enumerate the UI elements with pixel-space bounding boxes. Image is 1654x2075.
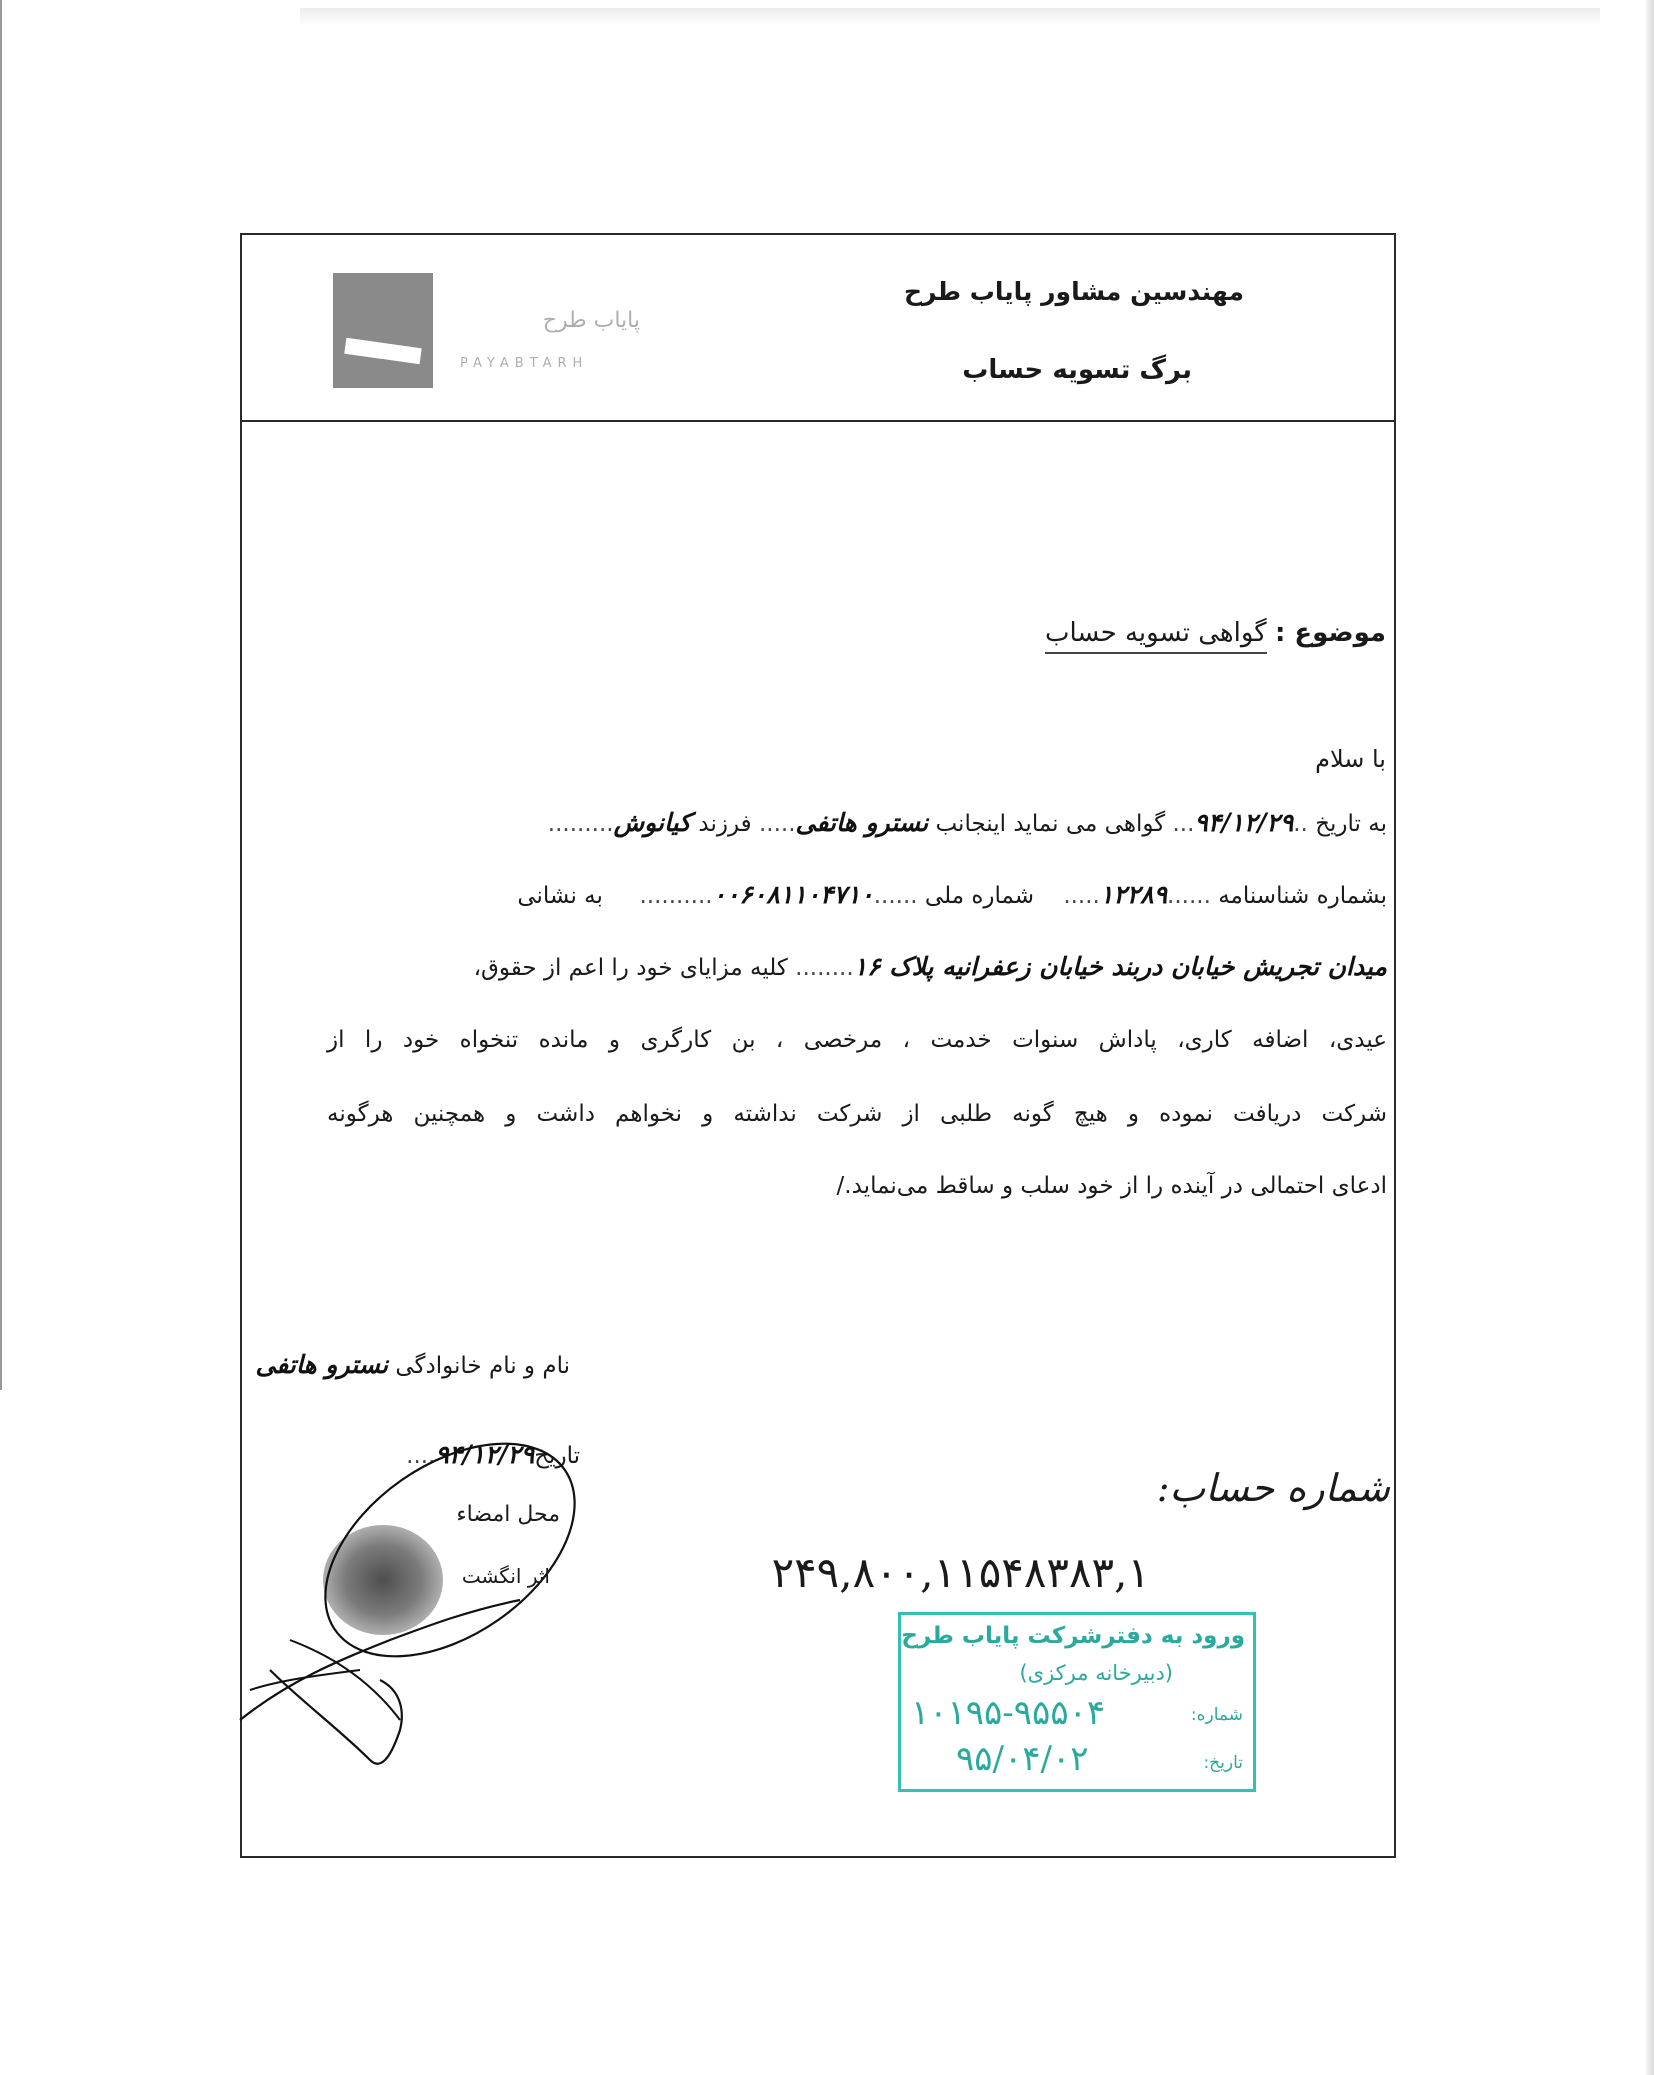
stamp-number-label: شماره: (1190, 1705, 1243, 1725)
header-divider (240, 420, 1396, 422)
form-title: برگ تسویه حساب (962, 355, 1192, 385)
fingerprint-label: اثر انگشت (461, 1564, 550, 1588)
handwritten-signature-icon (230, 1430, 600, 1780)
handwritten-father-name: کیانوش (613, 808, 692, 837)
name-field (170, 1350, 570, 1379)
subject-label: موضوع : (1274, 618, 1386, 648)
account-label: شماره حساب: (1156, 1466, 1390, 1510)
national-label: شماره ملی (924, 883, 1035, 909)
handwritten-signer-name: نسترو هاتفی (255, 1350, 389, 1379)
benefits-text: کلیه مزایای خود را اعم از حقوق، (473, 955, 788, 981)
body-line-2: بشماره شناسنامه ......۱۲۲۸۹..... شماره ملی ......۰۰۶۰۸۱۱۰۴۷۱۰.......... به نشانی (517, 880, 1387, 909)
body-line-3: میدان تجریش خیابان دربند خیابان زعفرانیه پلاک ۱۶........ کلیه مزایای خود را اعم از حقوق، (473, 952, 1387, 981)
handwritten-address: میدان تجریش خیابان دربند خیابان زعفرانیه پلاک ۱۶ (853, 952, 1387, 981)
company-logo-icon (333, 273, 433, 388)
name-label: نام و نام خانوادگی (395, 1353, 570, 1379)
logo-text-fa: پایاب طرح (542, 308, 640, 333)
stamp-number-value: ۱۰۱۹۵-۹۵۵۰۴ (911, 1693, 1106, 1733)
sign-place-label: محل امضاء (456, 1502, 560, 1527)
stamp-date-value: ۹۵/۰۴/۰۲ (956, 1739, 1089, 1779)
subject-value: گواهی تسویه حساب (1045, 618, 1267, 654)
logo-text-en: PAYABTARH (460, 356, 589, 371)
date-prefix: به تاریخ (1315, 811, 1387, 837)
stamp-title: ورود به دفترشرکت پایاب طرح (901, 1623, 1245, 1649)
scan-edge-left (0, 0, 2, 1390)
address-label: به نشانی (517, 883, 603, 909)
child-of-label: فرزند (698, 811, 752, 837)
id-label: بشماره شناسنامه (1218, 883, 1387, 909)
body-line-1: به تاریخ ..۹۴/۱۲/۲۹... گواهی می نماید اینجانب نسترو هاتفی..... فرزند کیانوش......... (547, 808, 1387, 837)
logo-stamp-faded (450, 268, 660, 388)
handwritten-name: نسترو هاتفی (795, 808, 929, 837)
sign-date-field: تاریخ۹۴/۱۲/۲۹.... (406, 1440, 580, 1469)
certify-text: گواهی می نماید اینجانب (935, 811, 1166, 837)
scan-edge-right (1646, 0, 1654, 2075)
sign-date-label: تاریخ (534, 1443, 580, 1469)
handwritten-sign-date: ۹۴/۱۲/۲۹ (435, 1440, 535, 1469)
body-line-6: ادعای احتمالی در آینده را از خود سلب و ساقط می‌نماید./ (836, 1173, 1387, 1199)
body-line-4: عیدی، اضافه کاری، پاداش سنوات خدمت ، مرخصی ، بن کارگری و مانده تنخواه خود را از (327, 1027, 1387, 1053)
office-entry-stamp (898, 1612, 1256, 1792)
company-name: مهندسین مشاور پایاب طرح (903, 277, 1244, 306)
stamp-date-label: تاریخ: (1203, 1753, 1243, 1773)
account-number: ۲۴۹,۸۰۰,۱۱۵۴۸۳۸۳,۱ (771, 1548, 1150, 1597)
greeting: با سلام (1315, 745, 1386, 773)
handwritten-date: ۹۴/۱۲/۲۹ (1194, 808, 1294, 837)
stamp-subtitle: (دبیرخانه مرکزی) (1019, 1661, 1173, 1685)
handwritten-national-number: ۰۰۶۰۸۱۱۰۴۷۱۰ (712, 880, 874, 909)
body-line-5: شرکت دریافت نموده و هیچ گونه طلبی از شرکت نداشته و نخواهم داشت و همچنین هرگونه (327, 1101, 1387, 1127)
scan-shadow-top (300, 8, 1600, 26)
subject-line (686, 618, 1386, 648)
handwritten-id-number: ۱۲۲۸۹ (1099, 880, 1168, 909)
